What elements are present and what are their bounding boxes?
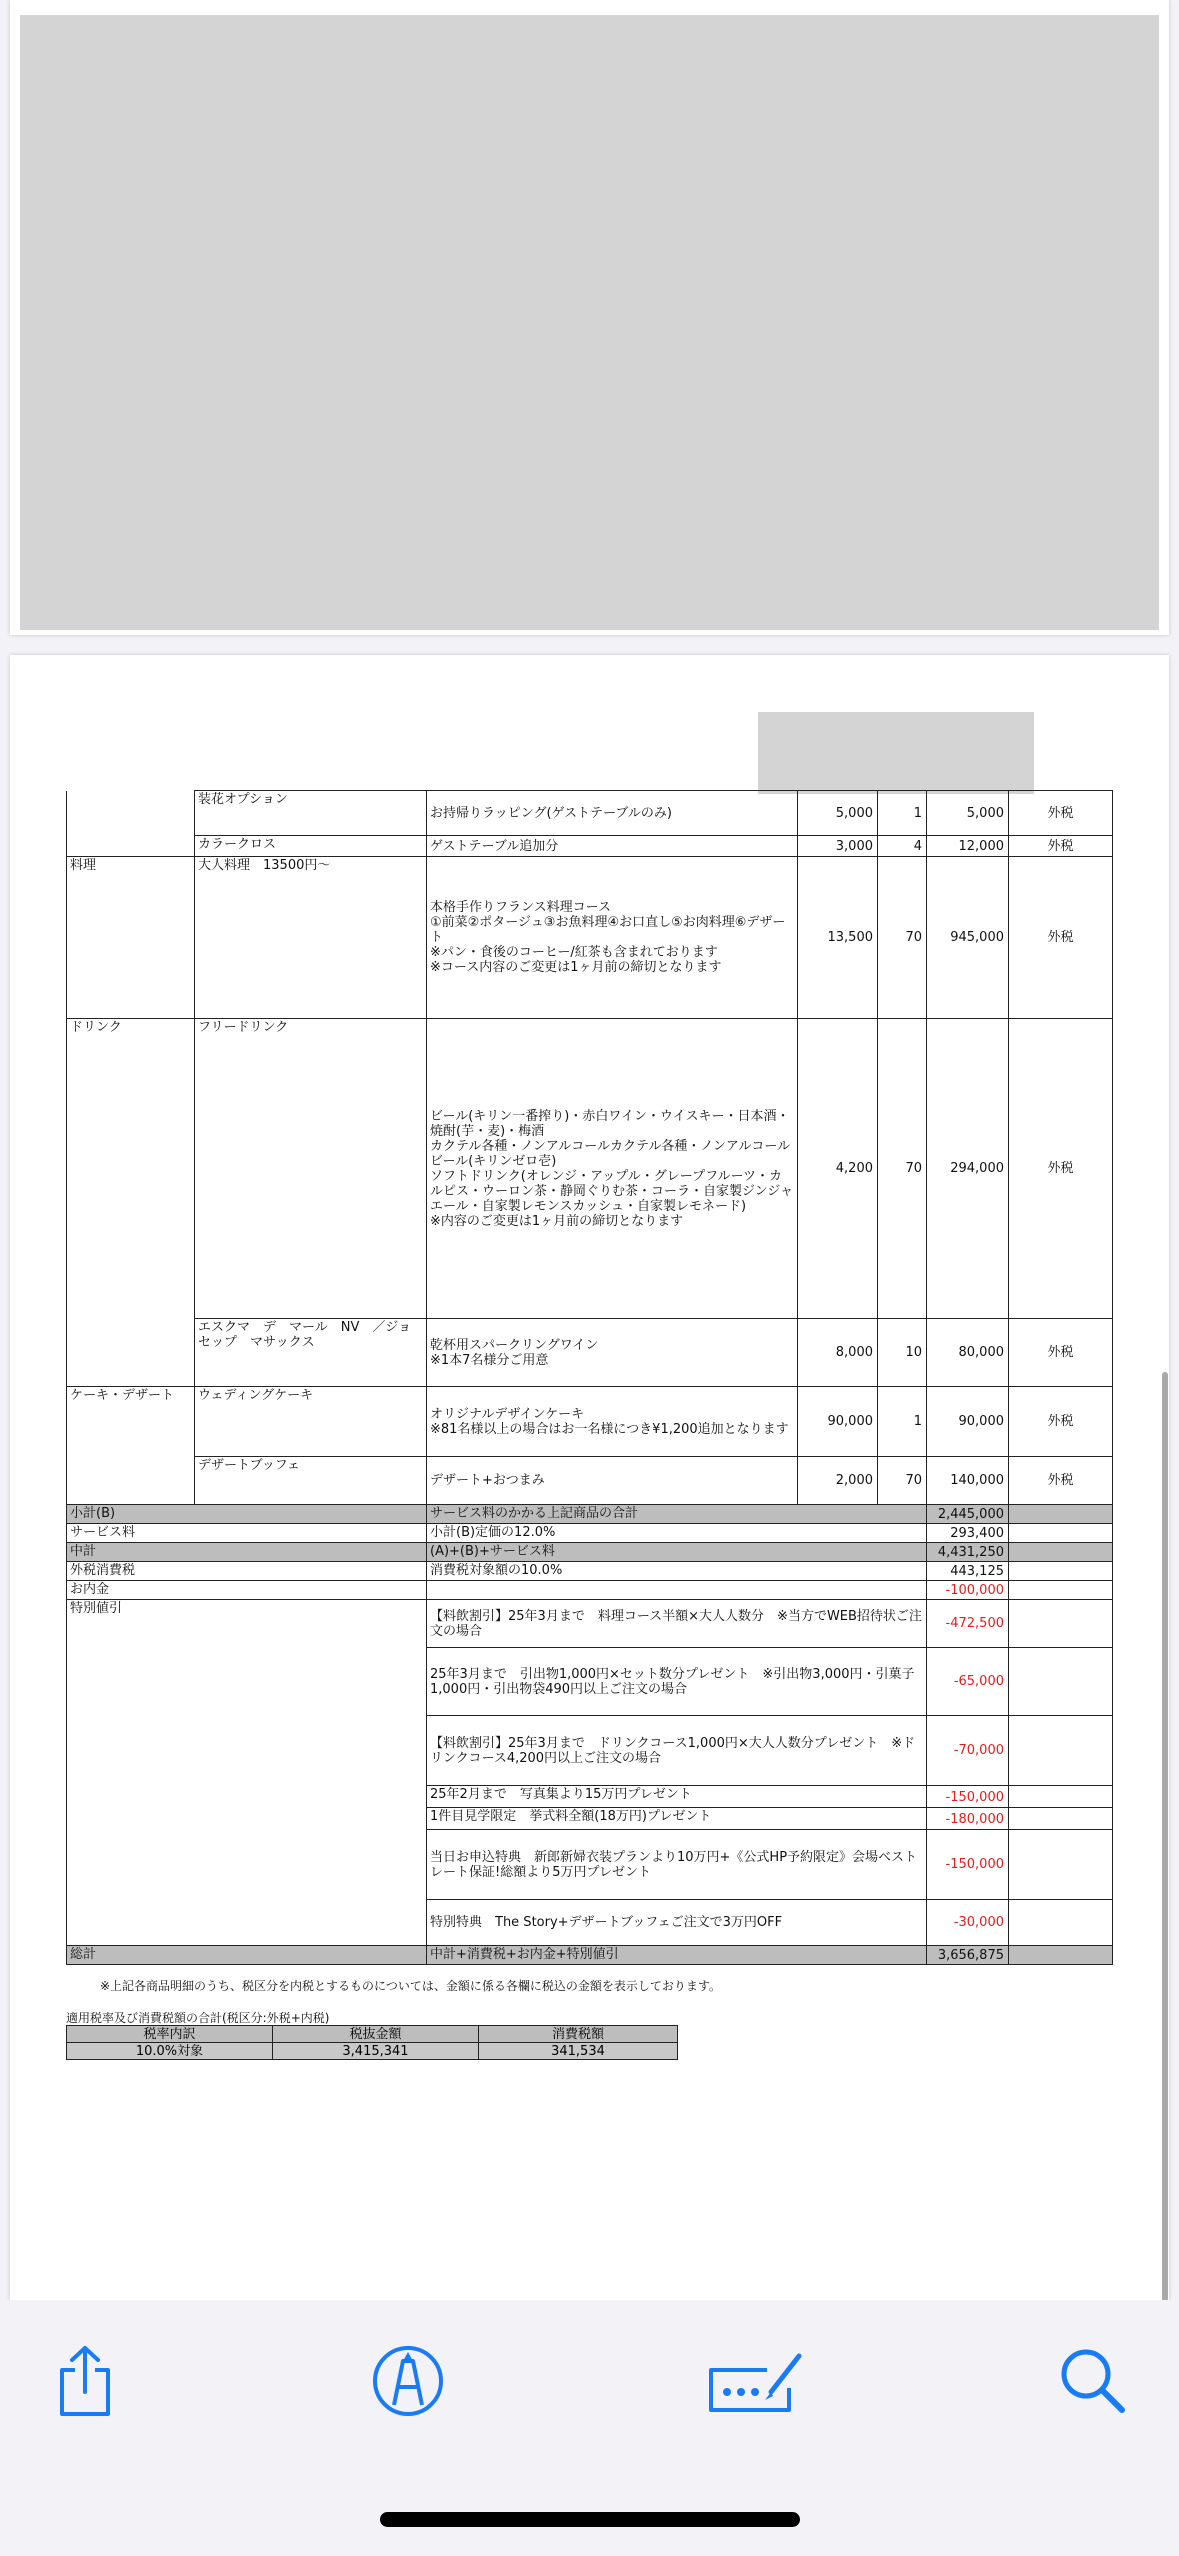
tax-amount-cell: 341,534 [479,2043,678,2060]
summary-amount: 4,431,250 [927,1543,1009,1562]
summary-label: 中計 [67,1543,427,1562]
tax-type-cell: 外税 [1009,1019,1113,1319]
desc-cell: ビール(キリン一番搾り)・赤白ワイン・ウイスキー・日本酒・焼酎(芋・麦)・梅酒 カクテル各種・ノンアルコールカクテル各種・ノンアルコールビール(キリンゼロ壱) ソフトドリンク(オレンジ・アップル・グレープフルーツ・カルピス・ウーロン茶・静岡ぐりむ茶・コーラ・自家製ジンジャエール・自家製レモンスカッシュ・自家製レモネード) ※内容のご変更は1ヶ月前の締切となります [427,1019,798,1319]
discount-amount: -180,000 [927,1808,1009,1830]
price-cell: 8,000 [798,1319,878,1387]
share-button[interactable] [40,2336,130,2426]
price-cell: 2,000 [798,1457,878,1505]
tax-type-cell: 外税 [1009,1387,1113,1457]
desc-cell: オリジナルデザインケーキ ※81名様以上の場合はお一名様につき¥1,200追加となります [427,1387,798,1457]
amount-cell: 140,000 [927,1457,1009,1505]
column-header: 消費税額 [479,2026,678,2043]
summary-label: 外税消費税 [67,1562,427,1581]
category-cell: ドリンク [67,1019,195,1387]
summary-desc: 小計(B)定価の12.0% [427,1524,927,1543]
desc-cell: ゲストテーブル追加分 [427,836,798,857]
summary-desc: (A)+(B)+サービス料 [427,1543,927,1562]
qty-cell: 4 [878,836,927,857]
summary-label: お内金 [67,1581,427,1600]
table-row [67,1457,1113,1505]
markup-button[interactable] [363,2336,453,2426]
share-icon [54,2344,116,2418]
discount-desc: 1件目見学限定 挙式料全額(18万円)プレゼント [427,1808,927,1830]
category-cell [67,791,195,836]
subtotal-row [67,1505,1113,1524]
summary-amount: -100,000 [927,1581,1009,1600]
amount-cell: 294,000 [927,1019,1009,1319]
service-row [67,1524,1113,1543]
amount-cell: 80,000 [927,1319,1009,1387]
item-cell: デザートブッフェ [195,1457,427,1505]
item-cell: 大人料理 13500円～ [195,857,427,1019]
discount-desc: 25年3月まで 引出物1,000円×セット数分プレゼント ※引出物3,000円・引菓子1,000円・引出物袋490円以上ご注文の場合 [427,1648,927,1716]
table-row [67,791,1113,836]
column-header: 税抜金額 [273,2026,479,2043]
desc-cell: 本格手作りフランス料理コース ①前菜②ポタージュ③お魚料理④お口直し⑤お肉料理⑥デザート ※パン・食後のコーヒー/紅茶も含まれております ※コース内容のご変更は1ヶ月前の締切となります [427,857,798,1019]
search-icon [1058,2346,1128,2416]
table-row [67,857,1113,1019]
grand-total-row [67,1946,1113,1965]
discount-desc: 【料飲割引】25年3月まで ドリンクコース1,000円×大人人数分プレゼント ※ドリンクコース4,200円以上ご注文の場合 [427,1716,927,1786]
summary-label: 総計 [67,1946,427,1965]
table-row [67,836,1113,857]
item-cell: 装花オプション [195,791,427,836]
item-cell: エスクマ デ マール NV ／ジョセップ マサックス [195,1319,427,1387]
pdf-page-1 [10,0,1169,635]
table-row [67,2043,678,2060]
category-cell [67,836,195,857]
price-cell: 13,500 [798,857,878,1019]
estimate-table [66,790,1113,1965]
tax-row [67,1562,1113,1581]
summary-desc: 中計+消費税+お内金+特別値引 [427,1946,927,1965]
amount-cell: 90,000 [927,1387,1009,1457]
qty-cell: 1 [878,1387,927,1457]
summary-desc: 消費税対象額の10.0% [427,1562,927,1581]
discount-desc: 当日お申込特典 新郎新婦衣装プランより10万円+《公式HP予約限定》会場ベストレート保証!総額より5万円プレゼント [427,1830,927,1900]
qty-cell: 70 [878,1019,927,1319]
discount-amount: -30,000 [927,1900,1009,1946]
signature-button[interactable] [700,2336,810,2426]
search-button[interactable] [1048,2336,1138,2426]
price-cell: 4,200 [798,1019,878,1319]
item-cell: ウェディングケーキ [195,1387,427,1457]
markup-icon [370,2343,446,2419]
item-cell: カラークロス [195,836,427,857]
summary-amount: 3,656,875 [927,1946,1009,1965]
pdf-page-2 [10,655,1169,2300]
taxable-amount-cell: 3,415,341 [273,2043,479,2060]
summary-amount: 293,400 [927,1524,1009,1543]
qty-cell: 70 [878,857,927,1019]
discount-label: 特別値引 [67,1600,427,1946]
table-row [67,1019,1113,1319]
discount-amount: -150,000 [927,1786,1009,1808]
price-cell: 5,000 [798,791,878,836]
item-cell: フリードリンク [195,1019,427,1319]
price-cell: 3,000 [798,836,878,857]
tax-summary-caption: 適用税率及び消費税額の合計(税区分:外税+内税) [66,2011,330,2025]
desc-cell: 乾杯用スパークリングワイン ※1本7名様分ご用意 [427,1319,798,1387]
discount-amount: -472,500 [927,1600,1009,1648]
discount-row [67,1600,1113,1648]
amount-cell: 5,000 [927,791,1009,836]
tax-type-cell: 外税 [1009,1457,1113,1505]
summary-amount: 443,125 [927,1562,1009,1581]
tax-note: ※上記各商品明細のうち、税区分を内税とするものについては、金額に係る各欄に税込の金額を表示しております。 [100,1979,721,1993]
middle-total-row [67,1543,1113,1562]
vertical-scrollbar[interactable] [1162,1372,1168,2302]
tax-type-cell: 外税 [1009,1319,1113,1387]
qty-cell: 1 [878,791,927,836]
discount-desc: 25年2月まで 写真集より15万円プレゼント [427,1786,927,1808]
tax-type-cell: 外税 [1009,836,1113,857]
amount-cell: 12,000 [927,836,1009,857]
summary-label: サービス料 [67,1524,427,1543]
redacted-area [20,15,1159,630]
category-cell: 料理 [67,857,195,1019]
desc-cell: デザート+おつまみ [427,1457,798,1505]
price-cell: 90,000 [798,1387,878,1457]
tax-rate-cell: 10.0%対象 [67,2043,273,2060]
column-header: 税率内訳 [67,2026,273,2043]
desc-cell: お持帰りラッピング(ゲストテーブルのみ) [427,791,798,836]
summary-label: 小計(B) [67,1505,427,1524]
qty-cell: 10 [878,1319,927,1387]
qty-cell: 70 [878,1457,927,1505]
tax-type-cell: 外税 [1009,791,1113,836]
tax-type-cell: 外税 [1009,857,1113,1019]
home-indicator[interactable] [380,2512,800,2527]
table-row [67,1387,1113,1457]
table-row [67,1319,1113,1387]
summary-amount: 2,445,000 [927,1505,1009,1524]
summary-desc [427,1581,927,1600]
amount-cell: 945,000 [927,857,1009,1019]
discount-desc: 特別特典 The Story+デザートブッフェご注文で3万円OFF [427,1900,927,1946]
summary-desc: サービス料のかかる上記商品の合計 [427,1505,927,1524]
discount-amount: -65,000 [927,1648,1009,1716]
signature-icon [705,2348,805,2414]
category-cell: ケーキ・デザート [67,1387,195,1505]
discount-desc: 【料飲割引】25年3月まで 料理コース半額×大人人数分 ※当方でWEB招待状ご注文の場合 [427,1600,927,1648]
tax-summary-header [67,2026,678,2043]
discount-amount: -70,000 [927,1716,1009,1786]
discount-amount: -150,000 [927,1830,1009,1900]
tax-summary-table [66,2025,678,2060]
redacted-area [758,712,1034,794]
deposit-row [67,1581,1113,1600]
